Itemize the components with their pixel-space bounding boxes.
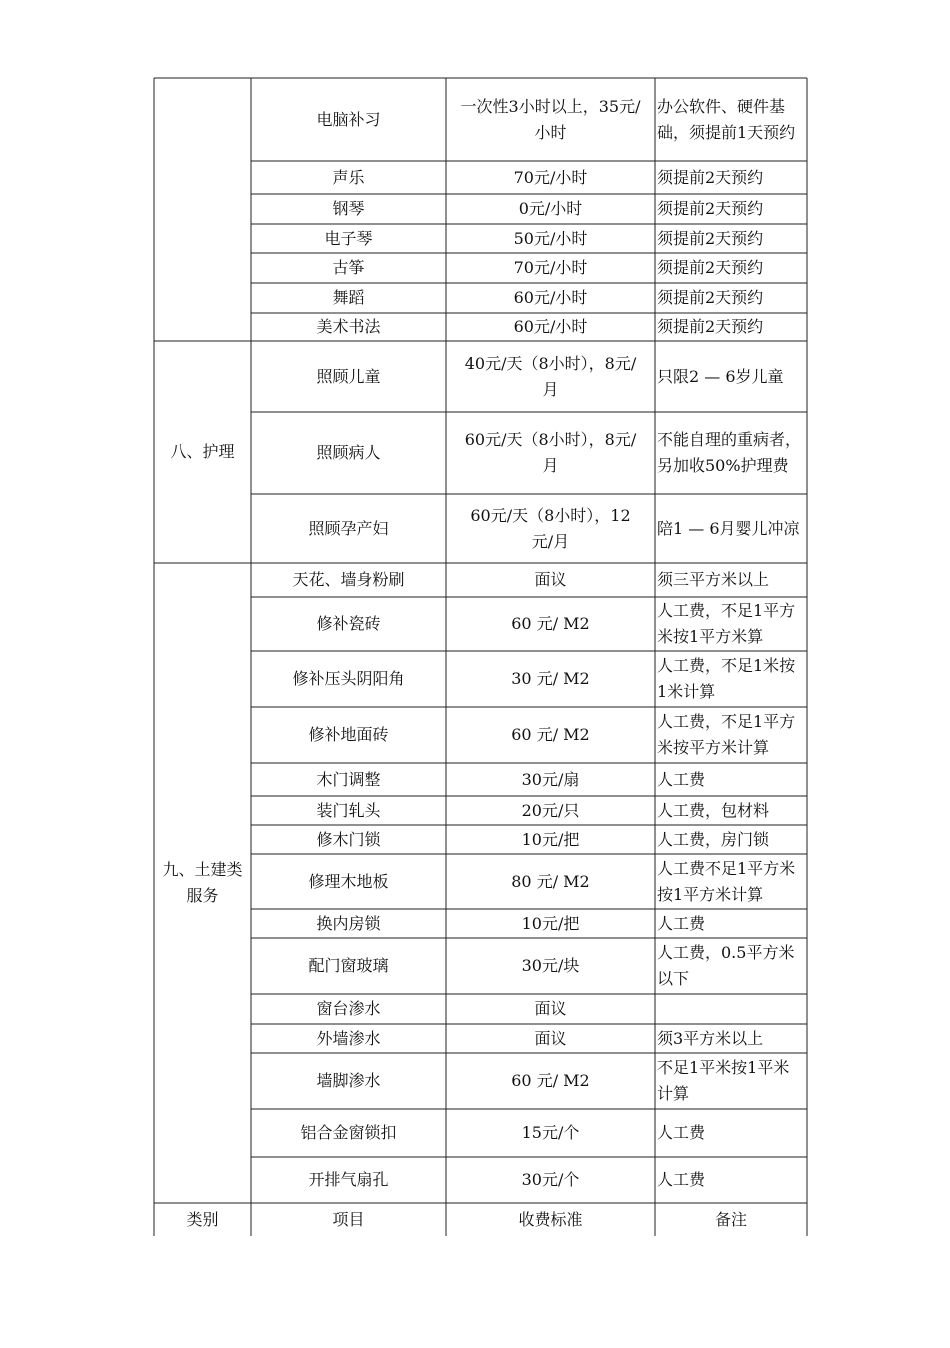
- note-cell: [655, 341, 807, 412]
- note-cell-text: 不能自理的重病者，另加收50%护理费: [657, 430, 802, 475]
- note-cell: [655, 763, 807, 796]
- note-cell: [655, 313, 807, 341]
- fee-cell-text: 40元/天（8小时），8元/月: [464, 353, 637, 399]
- header-fee: [446, 1203, 655, 1236]
- fee-cell: [446, 763, 655, 796]
- note-cell: [655, 412, 807, 494]
- note-cell: [655, 1053, 807, 1109]
- fee-cell: [446, 161, 655, 194]
- item-cell: [251, 825, 446, 854]
- item-cell: [251, 313, 446, 341]
- item-cell: [251, 909, 446, 938]
- item-cell: [251, 224, 446, 253]
- item-cell-text: 电子琴: [324, 228, 373, 248]
- fee-cell-text: 70元/小时: [513, 167, 588, 187]
- header-category: [154, 1203, 251, 1236]
- item-cell-text: 墙脚渗水: [316, 1071, 381, 1090]
- fee-cell-text: 面议: [534, 999, 567, 1018]
- header-category-text: 类别: [186, 1209, 219, 1229]
- note-cell: [655, 224, 807, 253]
- header-note-text: 备注: [714, 1209, 747, 1229]
- item-cell-text: 修理木地板: [308, 871, 389, 891]
- item-cell-text: 修补瓷砖: [316, 614, 381, 633]
- item-cell-text: 配门窗玻璃: [308, 956, 389, 975]
- note-cell-text: 须三平方米以上: [657, 570, 770, 589]
- note-cell: [655, 597, 807, 651]
- item-cell: [251, 283, 446, 313]
- item-cell: [251, 707, 446, 763]
- item-cell-text: 声乐: [332, 167, 365, 187]
- note-cell-text: 人工费: [657, 769, 706, 789]
- item-cell: [251, 412, 446, 494]
- header-item: [251, 1203, 446, 1236]
- fee-cell-text: 60 元/ M2: [511, 725, 590, 744]
- header-fee-text: 收费标准: [518, 1209, 583, 1229]
- fee-cell-text: 15元/个: [521, 1123, 580, 1142]
- item-cell: [251, 938, 446, 994]
- note-cell-text: 人工费: [657, 1170, 706, 1189]
- item-cell: [251, 763, 446, 796]
- fee-cell: [446, 854, 655, 909]
- note-cell: [655, 78, 807, 161]
- note-cell-text: 人工费: [657, 1123, 706, 1142]
- fee-cell: [446, 313, 655, 341]
- fee-cell: [446, 707, 655, 763]
- fee-cell-text: 30元/扇: [521, 769, 580, 789]
- note-cell: [655, 194, 807, 224]
- item-cell: [251, 651, 446, 707]
- fee-cell: [446, 253, 655, 283]
- fee-cell: [446, 341, 655, 412]
- category-cell-text: 九、土建类服务: [162, 860, 243, 905]
- note-cell-text: 人工费，0.5平方米以下: [657, 943, 795, 988]
- fee-cell-text: 一次性3小时以上，35元/小时: [460, 96, 641, 142]
- fee-cell-text: 10元/把: [521, 913, 580, 933]
- item-cell: [251, 194, 446, 224]
- fee-cell-text: 60 元/ M2: [511, 1071, 590, 1090]
- fee-cell: [446, 651, 655, 707]
- fee-cell-text: 60元/天（8小时），12元/月: [470, 505, 631, 551]
- note-cell: [655, 1109, 807, 1157]
- fee-cell: [446, 412, 655, 494]
- item-cell-text: 照顾孕产妇: [308, 518, 389, 538]
- note-cell-text: 不足1平米按1平米计算: [657, 1058, 790, 1103]
- fee-cell-text: 80 元/ M2: [511, 871, 590, 891]
- fee-cell: [446, 938, 655, 994]
- fee-cell-text: 30元/块: [521, 956, 580, 975]
- fee-cell-text: 0元/小时: [518, 199, 583, 218]
- item-cell-text: 装门轧头: [316, 800, 381, 820]
- fee-cell: [446, 825, 655, 854]
- note-cell: [655, 707, 807, 763]
- note-cell: [655, 651, 807, 707]
- category-cell: [154, 78, 251, 341]
- note-cell-text: 须提前2天预约: [657, 288, 764, 307]
- note-cell: [655, 909, 807, 938]
- category-cell: [154, 563, 251, 1203]
- note-cell-text: 人工费，包材料: [657, 800, 770, 820]
- item-cell-text: 电脑补习: [316, 109, 381, 129]
- item-cell: [251, 796, 446, 825]
- item-cell: [251, 161, 446, 194]
- note-cell: [655, 283, 807, 313]
- item-cell: [251, 597, 446, 651]
- note-cell-text: 须提前2天预约: [657, 228, 764, 248]
- item-cell-text: 开排气扇孔: [308, 1170, 389, 1189]
- item-cell-text: 修补地面砖: [308, 725, 389, 744]
- note-cell-text: 须提前2天预约: [657, 317, 764, 336]
- header-item-text: 项目: [332, 1209, 365, 1229]
- item-cell: [251, 1053, 446, 1109]
- item-cell-text: 窗台渗水: [316, 999, 381, 1018]
- note-cell: [655, 161, 807, 194]
- fee-cell: [446, 994, 655, 1024]
- item-cell-text: 修木门锁: [316, 829, 381, 849]
- item-cell: [251, 78, 446, 161]
- fee-cell-text: 面议: [534, 570, 567, 589]
- note-cell: [655, 253, 807, 283]
- item-cell-text: 换内房锁: [316, 913, 381, 933]
- note-cell-text: 人工费: [657, 913, 706, 933]
- note-cell: [655, 994, 807, 1024]
- fee-cell: [446, 1109, 655, 1157]
- item-cell: [251, 1109, 446, 1157]
- fee-cell-text: 60元/小时: [513, 317, 588, 336]
- fee-cell: [446, 78, 655, 161]
- item-cell: [251, 1024, 446, 1053]
- item-cell-text: 修补压头阴阳角: [292, 669, 405, 688]
- note-cell: [655, 1157, 807, 1203]
- item-cell-text: 古筝: [332, 258, 365, 277]
- header-note: [655, 1203, 807, 1236]
- fee-cell: [446, 224, 655, 253]
- fee-cell-text: 20元/只: [521, 800, 580, 820]
- fee-cell: [446, 1053, 655, 1109]
- fee-cell-text: 10元/把: [521, 829, 580, 849]
- item-cell: [251, 341, 446, 412]
- note-cell: [655, 494, 807, 563]
- fee-cell-text: 50元/小时: [513, 228, 588, 248]
- item-cell: [251, 494, 446, 563]
- note-cell-text: 人工费，房门锁: [657, 829, 770, 849]
- note-cell: [655, 796, 807, 825]
- item-cell-text: 美术书法: [316, 317, 381, 336]
- fee-cell: [446, 1024, 655, 1053]
- note-cell: [655, 854, 807, 909]
- item-cell: [251, 854, 446, 909]
- note-cell-text: 须3平方米以上: [657, 1028, 764, 1048]
- note-cell: [655, 1024, 807, 1053]
- fee-cell-text: 60元/小时: [513, 288, 588, 307]
- fee-cell: [446, 1157, 655, 1203]
- note-cell-text: 须提前2天预约: [657, 258, 764, 277]
- item-cell: [251, 1157, 446, 1203]
- note-cell-text: 须提前2天预约: [657, 199, 764, 218]
- note-cell: [655, 563, 807, 597]
- fee-cell: [446, 597, 655, 651]
- fee-cell-text: 70元/小时: [513, 258, 588, 277]
- item-cell-text: 外墙渗水: [316, 1028, 381, 1048]
- item-cell-text: 舞蹈: [332, 288, 365, 307]
- fee-cell: [446, 796, 655, 825]
- note-cell-text: 只限2 — 6岁儿童: [657, 366, 784, 386]
- category-cell-text: 八、护理: [170, 442, 235, 461]
- category-cell: [154, 341, 251, 563]
- item-cell-text: 照顾儿童: [316, 366, 381, 386]
- item-cell: [251, 253, 446, 283]
- note-cell-text: 人工费，不足1米按1米计算: [657, 656, 796, 701]
- item-cell-text: 铝合金窗锁扣: [300, 1123, 397, 1142]
- fee-cell: [446, 283, 655, 313]
- note-cell: [655, 825, 807, 854]
- fee-cell-text: 30 元/ M2: [511, 669, 590, 688]
- note-cell: [655, 938, 807, 994]
- fee-cell-text: 30元/个: [521, 1170, 580, 1189]
- fee-cell-text: 60元/天（8小时），8元/月: [464, 430, 637, 475]
- note-cell-text: 办公软件、硬件基础，须提前1天预约: [657, 96, 796, 142]
- item-cell-text: 照顾病人: [316, 443, 381, 462]
- item-cell: [251, 563, 446, 597]
- fee-cell: [446, 194, 655, 224]
- fee-cell: [446, 563, 655, 597]
- note-cell-text: 人工费，不足1平方米按平方米计算: [657, 712, 796, 757]
- fee-cell: [446, 909, 655, 938]
- item-cell-text: 木门调整: [316, 769, 381, 789]
- note-cell-text: 陪1 — 6月婴儿冲凉: [657, 518, 800, 538]
- item-cell: [251, 994, 446, 1024]
- fee-cell-text: 面议: [534, 1028, 567, 1048]
- item-cell-text: 天花、墙身粉刷: [292, 570, 405, 589]
- note-cell-text: 须提前2天预约: [657, 167, 764, 187]
- note-cell-text: 人工费，不足1平方米按1平方米算: [657, 601, 796, 646]
- fee-cell: [446, 494, 655, 563]
- note-cell-text: 人工费不足1平方米按1平方米计算: [657, 858, 796, 904]
- item-cell-text: 钢琴: [332, 199, 365, 218]
- fee-cell-text: 60 元/ M2: [511, 614, 590, 633]
